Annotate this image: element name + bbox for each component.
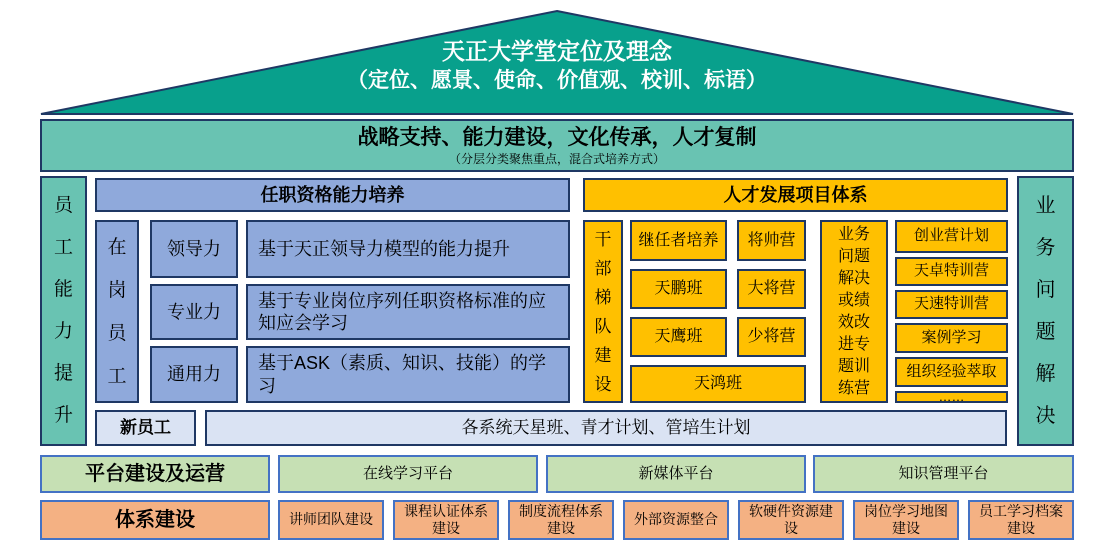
shaojiang-camp-box: 少将营 <box>737 317 806 357</box>
general-desc: 基于ASK（素质、知识、技能）的学习 <box>246 346 570 403</box>
platform-item-new-media: 新媒体平台 <box>546 455 806 493</box>
experience-extraction-box: 组织经验萃取 <box>895 357 1008 387</box>
system-item-lecturer-team: 讲师团队建设 <box>278 500 384 540</box>
startup-camp-box: 创业营计划 <box>895 220 1008 253</box>
system-item-learning-archive: 员工学习档案建设 <box>968 500 1074 540</box>
general-label: 通用力 <box>150 346 238 403</box>
problem-camp-text: 业务问题解决或绩效改进专题训练营 <box>837 225 870 397</box>
tianpeng-class-box: 天鹏班 <box>630 269 727 309</box>
system-item-course-certification: 课程认证体系建设 <box>393 500 499 540</box>
system-item-external-resources: 外部资源整合 <box>623 500 729 540</box>
leadership-label: 领导力 <box>150 220 238 278</box>
strategy-banner-title: 战略支持、能力建设，文化传承，人才复制 <box>357 125 757 149</box>
right-rail-business-problem <box>1017 176 1074 446</box>
tianhong-class-box: 天鸿班 <box>630 365 806 403</box>
roof-title: 天正大学堂定位及理念 <box>442 38 672 64</box>
tiansu-camp-box: 天速特训营 <box>895 290 1008 319</box>
left-rail-employee-capability <box>40 176 87 446</box>
successor-training-box: 继任者培养 <box>630 220 727 261</box>
platform-item-knowledge-mgmt: 知识管理平台 <box>813 455 1074 493</box>
system-item-hardware-software: 软硬件资源建设 <box>738 500 844 540</box>
roof-subtitle: （定位、愿景、使命、价值观、校训、标语） <box>347 69 767 92</box>
strategy-banner <box>40 119 1074 172</box>
ellipsis-box: …… <box>895 391 1008 403</box>
qualification-header: 任职资格能力培养 <box>95 178 570 212</box>
cadre-ladder-label <box>583 220 623 403</box>
professional-desc: 基于专业岗位序列任职资格标准的应知应会学习 <box>246 284 570 340</box>
jiangshuai-camp-box: 将帅营 <box>737 220 806 261</box>
system-header: 体系建设 <box>40 500 270 540</box>
system-item-learning-map: 岗位学习地图建设 <box>853 500 959 540</box>
strategy-banner-subtitle: （分层分类聚焦重点，混合式培养方式） <box>448 151 665 166</box>
platform-header: 平台建设及运营 <box>40 455 270 493</box>
newcomer-desc: 各系统天星班、青才计划、管培生计划 <box>205 410 1007 446</box>
cadre-ladder-text: 干部梯队建设 <box>594 229 612 394</box>
talent-header: 人才发展项目体系 <box>583 178 1008 212</box>
leadership-desc: 基于天正领导力模型的能力提升 <box>246 220 570 278</box>
left-rail-label: 员工能力提升 <box>53 195 73 426</box>
system-item-process-system: 制度流程体系建设 <box>508 500 614 540</box>
professional-label: 专业力 <box>150 284 238 340</box>
dajiang-camp-box: 大将营 <box>737 269 806 309</box>
platform-item-online-learning: 在线学习平台 <box>278 455 538 493</box>
case-study-box: 案例学习 <box>895 323 1008 353</box>
right-rail-label: 业务问题解决 <box>1035 195 1056 427</box>
newcomer-label: 新员工 <box>95 410 196 446</box>
tianzhuo-camp-box: 天卓特训营 <box>895 257 1008 286</box>
on-job-staff-text: 在岗员工 <box>107 236 127 387</box>
roof-title-block <box>0 36 1114 96</box>
on-job-staff-label <box>95 220 139 403</box>
problem-camp-box <box>820 220 888 403</box>
tianying-class-box: 天鹰班 <box>630 317 727 357</box>
